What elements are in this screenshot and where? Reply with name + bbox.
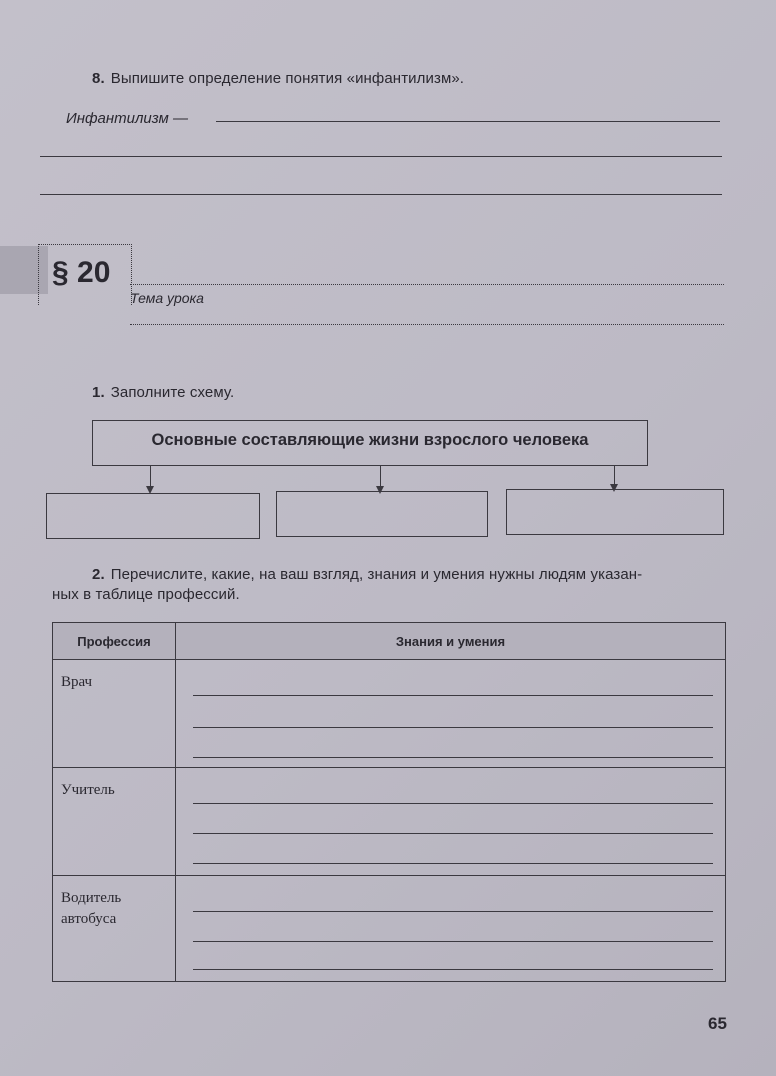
scheme-answer-box[interactable] <box>276 491 488 537</box>
answer-line[interactable] <box>193 833 713 834</box>
question-2-text-line1: Перечислите, какие, на ваш взгляд, знания и умения нужны людям указан- <box>110 566 643 583</box>
page-number: 65 <box>708 1014 727 1033</box>
scheme-title-box <box>92 420 648 466</box>
question-1 <box>92 384 234 401</box>
question-2-number: 2. <box>92 566 105 583</box>
lesson-topic-line[interactable] <box>130 284 724 285</box>
answer-line[interactable] <box>193 695 713 696</box>
lesson-topic-label: Тема урока <box>130 290 204 306</box>
answer-line[interactable] <box>40 156 722 157</box>
profession-name-line2: автобуса <box>61 911 117 927</box>
answer-line[interactable] <box>193 727 713 728</box>
answer-line[interactable] <box>193 911 713 912</box>
professions-table <box>52 622 726 982</box>
table-row <box>53 876 726 982</box>
question-1-text: Заполните схему. <box>110 384 235 401</box>
scheme-arrow <box>150 465 151 487</box>
table-row <box>53 660 726 768</box>
table-row <box>53 768 726 876</box>
answer-line[interactable] <box>193 969 713 970</box>
question-8 <box>92 70 464 87</box>
section-number: § 20 <box>52 256 111 289</box>
scheme-answer-box[interactable] <box>506 489 724 535</box>
question-1-number: 1. <box>92 384 105 401</box>
answer-line[interactable] <box>193 863 713 864</box>
scheme-arrow <box>614 465 615 485</box>
profession-cell <box>53 876 176 982</box>
profession-name-line1: Водитель <box>61 890 122 906</box>
answer-line[interactable] <box>40 194 722 195</box>
answer-line[interactable] <box>193 803 713 804</box>
lesson-topic-line[interactable] <box>130 324 724 325</box>
question-8-text: Выпишите определение понятия «инфантилизм». <box>110 70 465 87</box>
question-2 <box>92 566 732 583</box>
profession-cell <box>53 768 176 876</box>
scheme-title: Основные составляющие жизни взрослого человека <box>151 431 589 449</box>
term-infantilism-label: Инфантилизм — <box>66 110 189 127</box>
answer-line[interactable] <box>193 757 713 758</box>
scheme-arrow <box>380 465 381 487</box>
profession-name: Учитель <box>61 782 115 798</box>
table-header-row <box>53 623 726 660</box>
column-header-skills: Знания и умения <box>176 623 726 660</box>
skills-cell <box>176 876 726 982</box>
column-header-profession: Профессия <box>53 623 176 660</box>
scheme-answer-box[interactable] <box>46 493 260 539</box>
question-2-text-line2: ных в таблице профессий. <box>52 586 240 603</box>
answer-line[interactable] <box>193 941 713 942</box>
skills-cell <box>176 768 726 876</box>
answer-line[interactable] <box>216 121 720 122</box>
profession-cell <box>53 660 176 768</box>
profession-name: Врач <box>61 674 93 690</box>
question-8-number: 8. <box>92 70 105 87</box>
skills-cell <box>176 660 726 768</box>
